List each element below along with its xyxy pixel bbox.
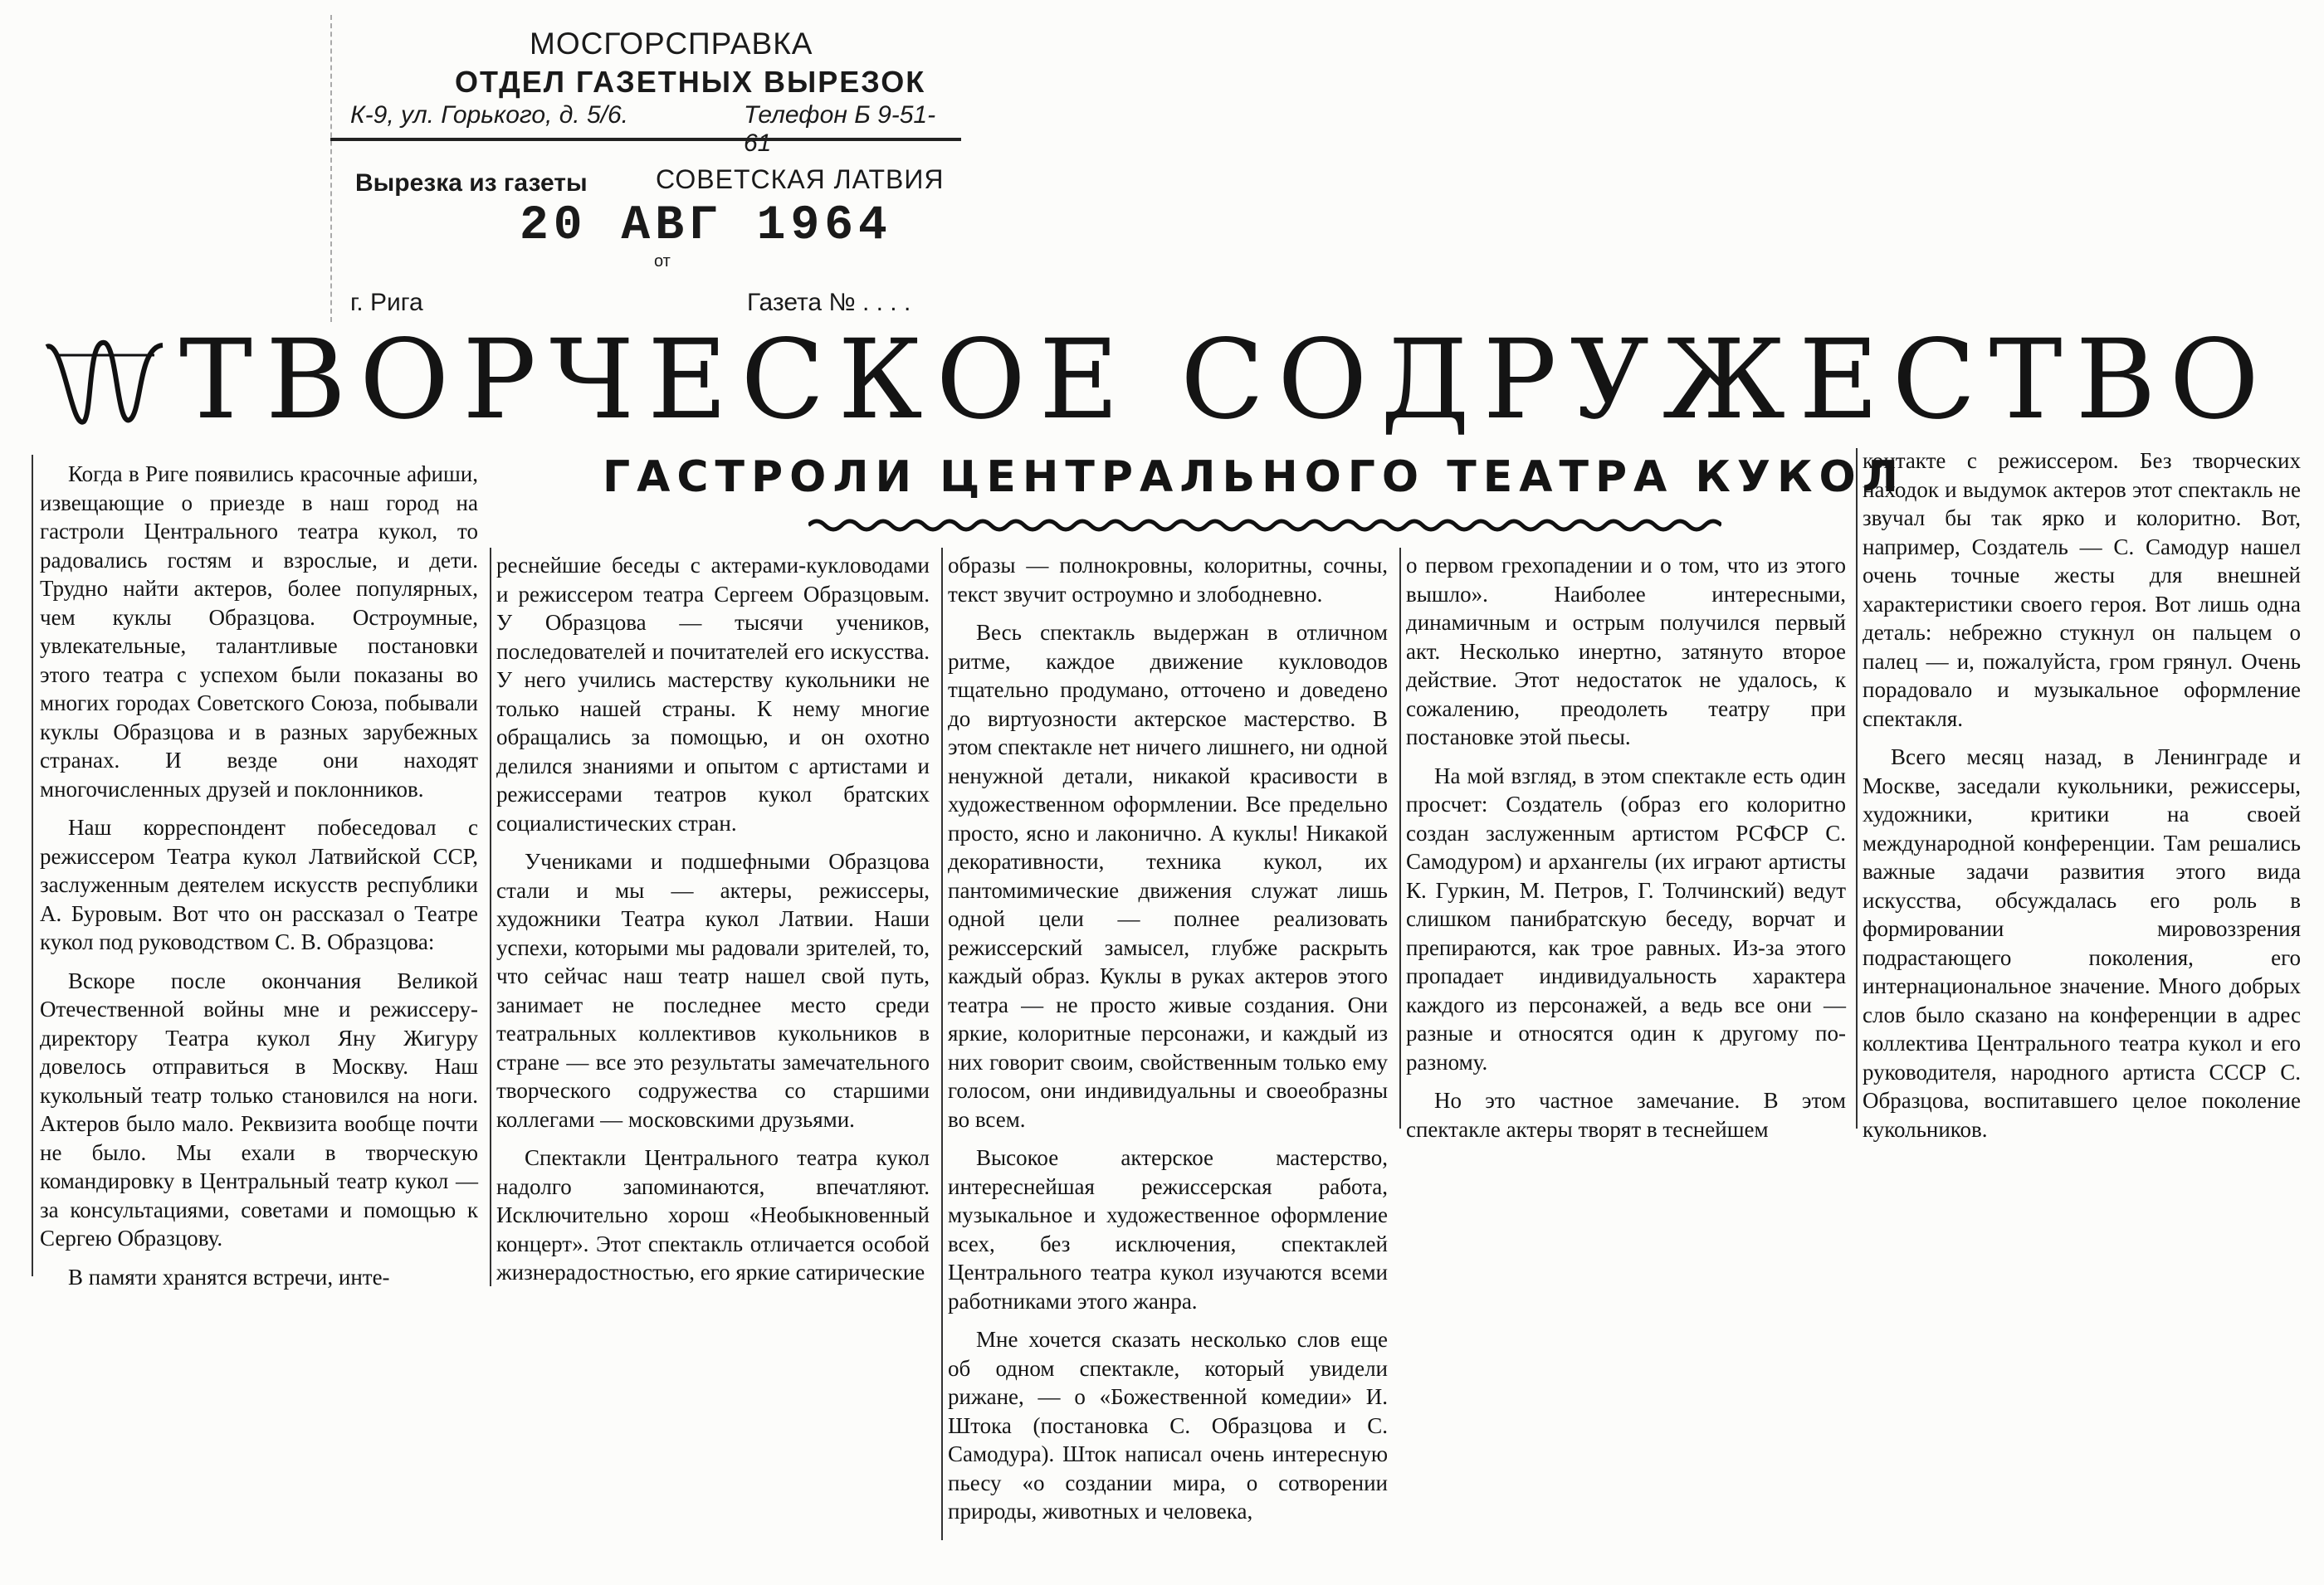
paragraph: Когда в Риге появились красочные афиши, извещающие о приезде в наш город на гастроли Центрального театра кукол, то радовались гостям и взрослые, и дети. Трудно найти актеров, более популярных, чем куклы Образцова. Остроумные, увлекательные, талантливые постановки этого театра с успехом были показаны во многих городах Советского Союза, побывали куклы Образцова и в разных зарубежных странах. И везде они находят многочисленных друзей и поклонников. xyxy=(40,461,478,802)
column-rule xyxy=(1399,548,1401,1129)
column-rule xyxy=(1856,448,1858,1129)
stamp-ot: от xyxy=(654,252,671,271)
stamp-org: МОСГОРСПРАВКА xyxy=(530,27,813,61)
paragraph: Спектакли Центрального театра кукол надолго запоминаются, впечатляют. Исключительно хорош «Необыкновенный концерт». Этот спектакль отличается особой жизнерадостностью, его яркие сатирические xyxy=(496,1145,930,1285)
article-column-5 xyxy=(1863,446,2301,1153)
paragraph: Весь спектакль выдержан в отличном ритме, каждое движение кукловодов тщательно продумано, отточено и доведено до виртуозности актерское мастерство. В этом спектакле нет ничего лишнего, ни одной ненужной детали, никакой красивости в художественном оформлении. Все предельно просто, ясно и лаконично. А куклы! Никакой декоративности, техника кукол, их пантомимические движения служат лишь одной цели — полнее реализовать режиссерский замысел, глубже раскрыть каждый образ. Куклы в руках актеров этого театра — не просто живые создания. Они яркие, колоритные персонажи, и каждый из них говорит своим, свойственным только ему голосом, они индивидуальны и своеобразны во всем. xyxy=(948,620,1388,1132)
stamp-dept: ОТДЕЛ ГАЗЕТНЫХ ВЫРЕЗОК xyxy=(455,65,926,99)
headline-text: ТВОРЧЕСКОЕ СОДРУЖЕСТВО xyxy=(179,316,2273,444)
article-column-1 xyxy=(40,460,478,1301)
column-rule-left xyxy=(32,455,33,1276)
stamp-phone: Телефон Б 9-51-61 xyxy=(744,101,936,157)
article-column-2 xyxy=(496,551,930,1297)
stamp-issue: Газета № . . . . xyxy=(747,289,911,316)
column-rule xyxy=(941,548,943,1540)
column-rule xyxy=(490,548,491,1286)
paragraph: о первом грехопадении и о том, что из этого вышло». Наиболее интересными, динамичным и острым получился первый акт. Несколько инертно, затянуто второе действие. Этот недостаток не удалось, к сожалению, преодолеть театру при постановке этой пьесы. xyxy=(1406,553,1846,749)
clipping-service-stamp xyxy=(330,15,963,330)
paragraph: Вскоре после окончания Великой Отечественной войны мне и режиссеру-директору Театра кукол Яну Жигуру довелось отправиться в Москву. Наш кукольный театр только становился на ноги. Актеров было мало. Реквизита вообще почти не было. Мы ехали в творческую командировку в Центральный театр кукол — за консультациями, советами и помощью к Сергею Образцову. xyxy=(40,968,478,1251)
article-column-4 xyxy=(1406,551,1846,1153)
paragraph: Мне хочется сказать несколько слов еще об одном спектакле, который увидели рижане, — о «Божественной комедии» И. Штока (постановка С. Образцова и С. Самодура). Шток написал очень интересную пьесу «о создании мира, о сотворении природы, животных и человека, xyxy=(948,1327,1388,1524)
paragraph: Учениками и подшефными Образцова стали и мы — актеры, режиссеры, художники Театра кукол Латвии. Наши успехи, которыми мы радовали зрителей, то, что сейчас наш театр нашел свой путь, занимает не последнее место среди театральных коллективов кукольников в стране — все это результаты замечательного творческого содружества со старшими коллегами — московскими друзьями. xyxy=(496,849,930,1132)
stamp-rule xyxy=(330,138,961,141)
article-column-3 xyxy=(948,551,1388,1536)
stamp-city: г. Рига xyxy=(350,289,423,316)
paragraph: Высокое актерское мастерство, интереснейшая режиссерская работа, музыкальное и художественное оформление всех, без исключения, спектаклей Центрального театра кукол изучаются всеми работниками этого жанра. xyxy=(948,1145,1388,1314)
stamp-date: 20 АВГ 1964 xyxy=(520,199,892,253)
stamp-address: К-9, ул. Горького, д. 5/6. xyxy=(350,101,629,129)
stamp-edge xyxy=(330,15,332,322)
article-headline xyxy=(38,316,2273,444)
paragraph: В памяти хранятся встречи, инте- xyxy=(68,1264,390,1290)
paragraph: На мой взгляд, в этом спектакле есть один просчет: Создатель (образ его колоритно создан заслуженным артистом РСФСР С. Самодуром) и архангелы (их играют артисты К. Гуркин, М. Петров, Г. Толчинский) ведут слишком панибратскую беседу, ворчат и препираются, как трое равных. Из-за этого пропадает индивидуальность характера каждого из персонажей, а ведь все они — разные и относятся один к другому по-разному. xyxy=(1406,763,1846,1075)
paragraph: реснейшие беседы с актерами-кукловодами и режиссером театра Сергеем Образцовым. У Образцова — тысячи учеников, последователей и почитателей его искусства. У него учились мастерству кукольники не только нашей страны. К нему многие обращались за помощью, и он охотно делился знаниями и опытом с артистами и режиссерами театров кукол братских социалистических стран. xyxy=(496,553,930,836)
paragraph: контакте с режиссером. Без творческих находок и выдумок актеров этот спектакль не звучал бы так ярко и колоритно. Вот, например, Создатель — С. Самодур нашел очень точные жесты для внешней характеристики своего героя. Вот лишь одна деталь: небрежно стукнул он пальцем о палец — и, пожалуйста, гром грянул. Очень порадовало и музыкальное оформление спектакля. xyxy=(1863,448,2301,731)
article-subheadline: ГАСТРОЛИ ЦЕНТРАЛЬНОГО ТЕАТРА КУКОЛ xyxy=(603,452,1905,502)
wavy-underline xyxy=(808,513,1721,538)
stamp-cutting-label: Вырезка из газеты xyxy=(355,169,588,197)
paragraph: Наш корреспондент побеседовал с режиссером Театра кукол Латвийской ССР, заслуженным деятелем искусств республики А. Буровым. Вот что он рассказал о Театре кукол под руководством С. В. Образцова: xyxy=(40,815,478,954)
paragraph: Но это частное замечание. В этом спектакле актеры творят в теснейшем xyxy=(1406,1088,1846,1142)
stamp-newspaper: СОВЕТСКАЯ ЛАТВИЯ xyxy=(656,164,945,194)
paragraph: Всего месяц назад, в Ленинграде и Москве, заседали кукольники, режиссеры, художники, критики на своей международной конференции. Там решались важные задачи развития этого вида искусства, обсуждалась его роль в формировании мировоззрения подрастающего поколения, его интернациональное значение. Много добрых слов было сказано на конференции в адрес коллектива Центрального театра кукол и его руководителя, народного артиста СССР С. Образцова, воспитавшего целое поколение кукольников. xyxy=(1863,744,2301,1142)
paragraph: образы — полнокровны, колоритны, сочны, текст звучит остроумно и злободневно. xyxy=(948,553,1388,607)
